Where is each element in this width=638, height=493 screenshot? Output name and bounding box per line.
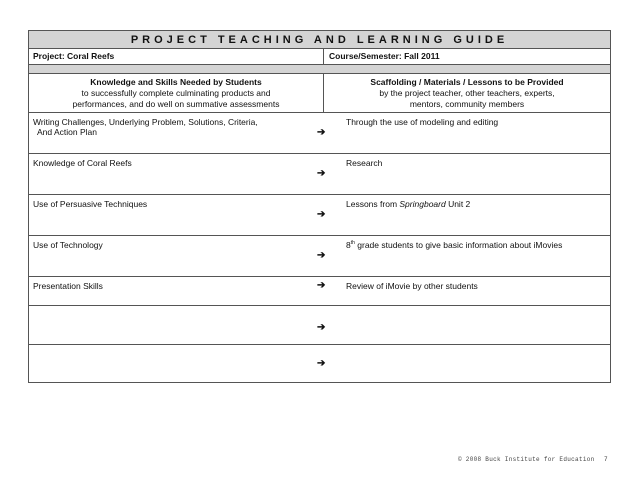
skill-text-continued: And Action Plan [37,127,98,137]
copyright-footer: © 2008 Buck Institute for Education [458,456,595,463]
scaffolding-cell: Through the use of modeling and editing [346,117,499,127]
scaffolding-cell: Review of iMovie by other students [346,281,478,291]
table-row [29,195,610,236]
arrow-right-icon: ➔ [317,358,326,369]
table-row [29,345,610,382]
table-row [29,306,610,345]
skill-cell [33,117,293,137]
header-separator [29,65,610,74]
table-row [29,277,610,306]
right-column-header [324,74,610,113]
scaffolding-text: Lessons from [346,199,400,209]
arrow-right-icon: ➔ [317,322,326,333]
page-title: PROJECT TEACHING AND LEARNING GUIDE [29,31,610,49]
table-row [29,154,610,195]
table-row [29,236,610,277]
arrow-right-icon: ➔ [317,209,326,220]
scaffolding-text-suffix: grade students to give basic information about iMovies [354,240,563,250]
scaffolding-text: 8 [346,240,351,250]
meta-row [29,49,610,65]
arrow-right-icon: ➔ [317,127,326,138]
table-row [29,113,610,154]
column-divider [323,49,324,64]
left-header-title: Knowledge and Skills Needed by Students [90,77,262,87]
project-label: Project: Coral Reefs [33,51,115,61]
arrow-right-icon: ➔ [317,250,326,261]
right-header-line2: mentors, community members [409,99,525,109]
skill-text: Writing Challenges, Underlying Problem, Solutions, Criteria, [33,117,258,127]
skill-cell: Use of Technology [33,240,103,250]
arrow-right-icon: ➔ [317,168,326,179]
teaching-guide-table [28,30,611,383]
superscript: th [350,240,355,247]
right-header-line1: by the project teacher, other teachers, experts, [379,88,555,98]
scaffolding-cell: Research [346,158,383,168]
page-number: 7 [604,456,608,463]
course-label: Course/Semester: Fall 2011 [329,51,440,61]
scaffolding-text-suffix: Unit 2 [445,199,471,209]
skill-cell: Use of Persuasive Techniques [33,199,148,209]
scaffolding-cell [346,199,606,209]
scaffolding-emphasis: Springboard [399,199,446,209]
arrow-right-icon: ➔ [317,280,326,291]
skill-cell: Knowledge of Coral Reefs [33,158,132,168]
left-column-header [29,74,324,113]
skill-cell: Presentation Skills [33,281,103,291]
right-header-title: Scaffolding / Materials / Lessons to be Provided [370,77,564,87]
left-header-line1: to successfully complete culminating products and [81,88,271,98]
left-header-line2: performances, and do well on summative assessments [72,99,280,109]
scaffolding-cell [346,240,606,250]
